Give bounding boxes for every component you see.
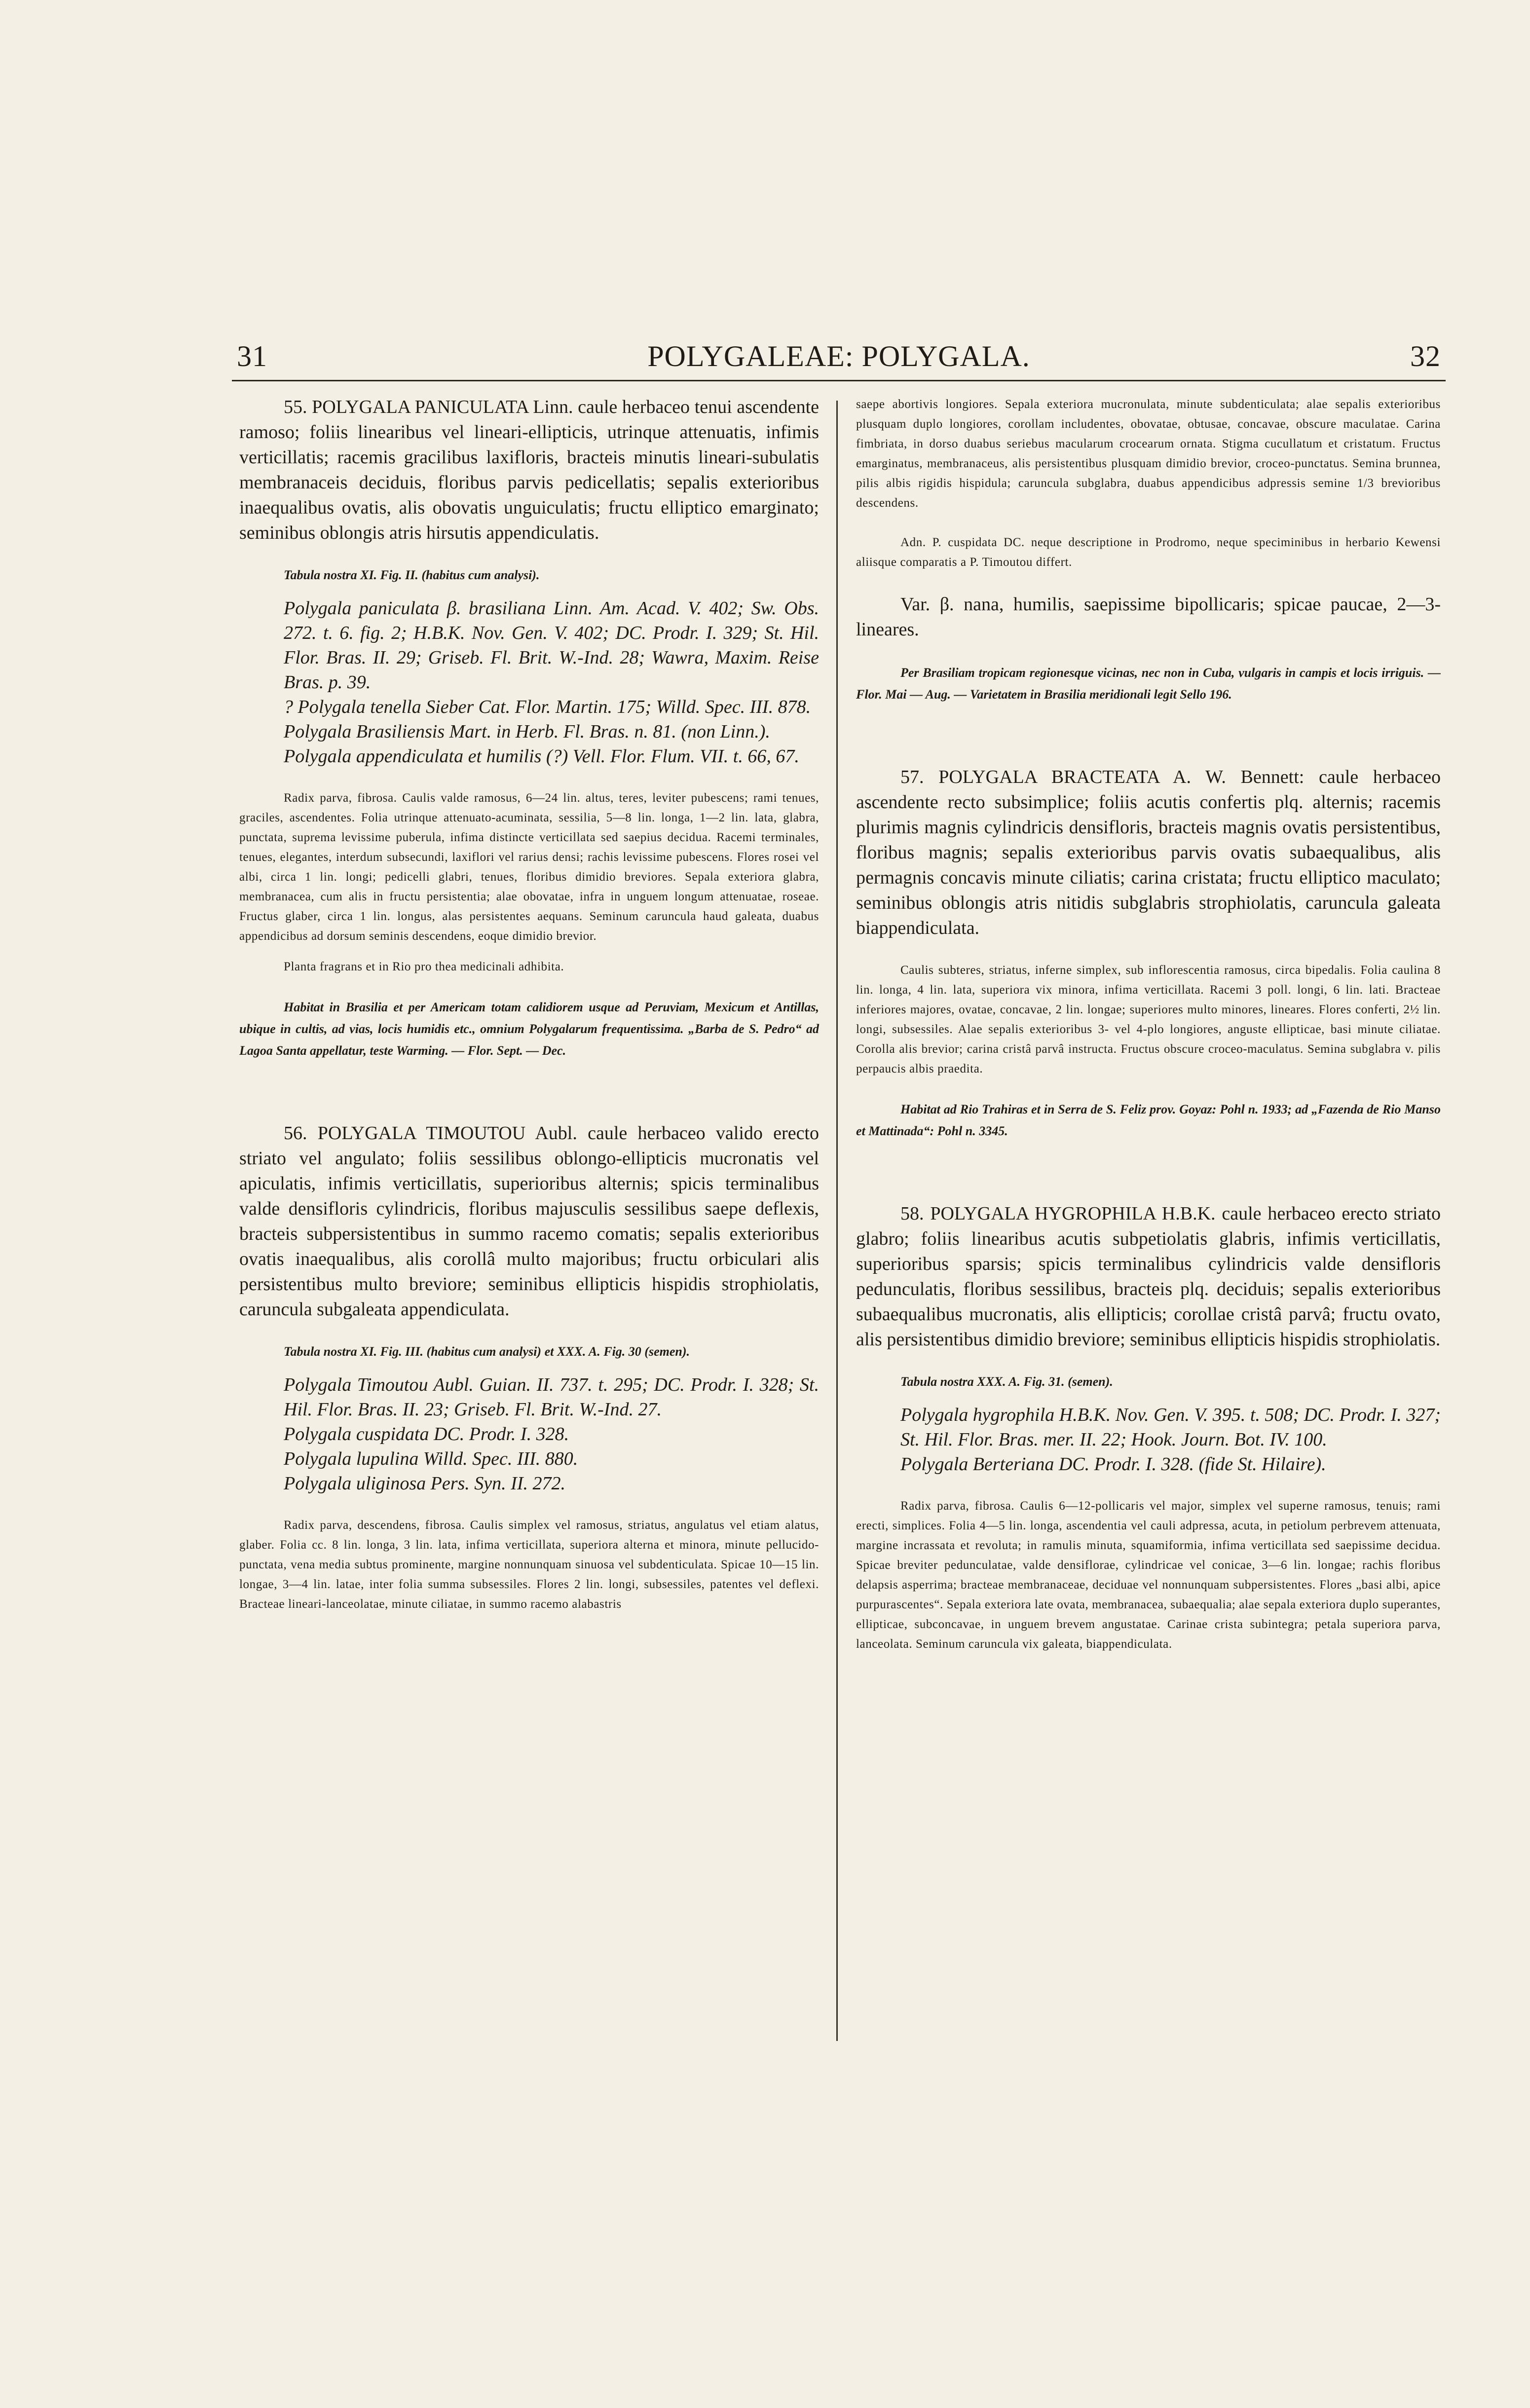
species-56-synonym-4: Polygala uliginosa Pers. Syn. II. 272.	[284, 1473, 565, 1494]
species-56-plate: Tabula nostra XI. Fig. III. (habitus cum analysi) et XXX. A. Fig. 30 (semen).	[284, 1344, 690, 1359]
species-56-variety: Var. β. nana, humilis, saepissime bipollicaris; spicae paucae, 2—3-lineares.	[856, 594, 1441, 640]
species-57-description: Caulis subteres, striatus, inferne simplex, sub inflorescentia ramosus, circa bipedalis. Folia caulina 8 lin. longa, 4 lin. lata, superiora vix minora, infima verticillata. Racemi 3 poll. longi, 6 lin. lati. Bracteae inferiores majores, ovatae, concavae, 2 lin. longae; superiores multo minores, lineares. Flores conferti, 2½ lin. longi, subsessiles. Alae sepalis exterioribus 3- vel 4-plo longiores, anguste ellipticae, basi minute ciliatae. Corolla alis brevior; carina cristâ parvâ instructa. Fructus obscure croceo-maculatus. Semina subglabra v. pilis perpaucis albis praedita.	[856, 963, 1441, 1075]
species-58-synonym-2: Polygala Berteriana DC. Prodr. I. 328. (fide St. Hilaire).	[900, 1454, 1326, 1475]
species-58-plate: Tabula nostra XXX. A. Fig. 31. (semen).	[900, 1374, 1113, 1389]
species-58-synonym-1: Polygala hygrophila H.B.K. Nov. Gen. V. 395. t. 508; DC. Prodr. I. 327; St. Hil. Flor. Bras. mer. II. 22; Hook. Journ. Bot. IV. 100.	[900, 1405, 1441, 1450]
page-number-right: 32	[1410, 340, 1441, 372]
header-rule	[232, 380, 1446, 381]
species-55-synonym-2: ? Polygala tenella Sieber Cat. Flor. Martin. 175; Willd. Spec. III. 878.	[284, 697, 811, 717]
species-55-diagnosis: 55. POLYGALA PANICULATA Linn. caule herbaceo tenui ascendente ramoso; foliis linearibus vel lineari-ellipticis, utrinque attenuatis, infimis verticillatis; racemis gracilibus laxifloris, bracteis minutis lineari-subulatis membranaceis deciduis, floribus parvis pedicellatis; sepalis exterioribus inaequalibus ovatis, alis obovatis unguiculatis; fructu elliptico emarginato; seminibus oblongis atris hirsutis appendiculatis.	[239, 397, 819, 543]
right-column	[856, 395, 1441, 1654]
species-57-habitat: Habitat ad Rio Trahiras et in Serra de S. Feliz prov. Goyaz: Pohl n. 1933; ad „Fazenda de Rio Manso et Mattinada“: Pohl n. 3345.	[856, 1102, 1441, 1138]
species-55-habitat: Habitat in Brasilia et per Americam totam calidiorem usque ad Peruviam, Mexicum et Antillas, ubique in cultis, ad vias, locis humidis etc., omnium Polygalarum frequentissima. „Barba de S. Pedro“ ad Lagoa Santa appellatur, teste Warming. — Flor. Sept. — Dec.	[239, 1000, 819, 1058]
species-56-synonym-2: Polygala cuspidata DC. Prodr. I. 328.	[284, 1424, 569, 1445]
species-56-adnotatio: Adn. P. cuspidata DC. neque descriptione in Prodromo, neque speciminibus in herbario Kewensi aliisque comparatis a P. Timoutou differt.	[856, 536, 1441, 569]
species-56-synonym-1: Polygala Timoutou Aubl. Guian. II. 737. t. 295; DC. Prodr. I. 328; St. Hil. Flor. Bras. II. 23; Griseb. Fl. Brit. W.-Ind. 27.	[284, 1374, 819, 1420]
page-number-left: 31	[237, 340, 267, 372]
species-55-note: Planta fragrans et in Rio pro thea medicinali adhibita.	[284, 960, 564, 973]
page-header	[232, 339, 1446, 379]
species-56-habitat: Per Brasiliam tropicam regionesque vicinas, nec non in Cuba, vulgaris in campis et locis irriguis. — Flor. Mai — Aug. — Varietatem in Brasilia meridionali legit Sello 196.	[856, 666, 1441, 702]
species-55-synonym-4: Polygala appendiculata et humilis (?) Vell. Flor. Flum. VII. t. 66, 67.	[284, 746, 799, 767]
species-56-synonym-3: Polygala lupulina Willd. Spec. III. 880.	[284, 1448, 578, 1469]
species-58-diagnosis: 58. POLYGALA HYGROPHILA H.B.K. caule herbaceo erecto striato glabro; foliis linearibus acutis subpetiolatis glabris, infimis verticillatis, superioribus sparsis; spicis terminalibus cylindricis valde densifloris pedunculatis, floribus sessilibus, bracteis plq. deciduis; sepalis exterioribus subaequalibus mucronatis, alis ellipticis; corollae cristâ parvâ; fructu ovato, alis persistentibus dimidio breviore; seminibus ellipticis hispidis strophiolatis.	[856, 1203, 1441, 1350]
column-divider	[836, 401, 838, 2041]
species-55-synonym-1: Polygala paniculata β. brasiliana Linn. Am. Acad. V. 402; Sw. Obs. 272. t. 6. fig. 2; H.B.K. Nov. Gen. V. 402; DC. Prodr. I. 329; St. Hil. Flor. Bras. II. 29; Griseb. Fl. Brit. W.-Ind. 28; Wawra, Maxim. Reise Bras. p. 39.	[284, 598, 819, 693]
left-column	[239, 395, 819, 1614]
species-55-plate: Tabula nostra XI. Fig. II. (habitus cum analysi).	[284, 568, 540, 582]
species-55-synonym-3: Polygala Brasiliensis Mart. in Herb. Fl. Bras. n. 81. (non Linn.).	[284, 721, 770, 742]
species-56-description: Radix parva, descendens, fibrosa. Caulis simplex vel ramosus, striatus, angulatus vel etiam alatus, glaber. Folia cc. 8 lin. longa, 3 lin. lata, infima verticillata, superiora alterna et minora, minute pellucido-punctata, vena media subtus prominente, margine nonnunquam sinuosa vel subdenticulata. Spicae 10—15 lin. longae, 3—4 lin. latae, inter folia summa subsessiles. Flores 2 lin. longi, subsessiles, patentes vel deflexi. Bracteae lineari-lanceolatae, minute ciliatae, in summo racemo alabastris	[239, 1519, 819, 1611]
species-56-diagnosis: 56. POLYGALA TIMOUTOU Aubl. caule herbaceo valido erecto striato vel angulato; foliis sessilibus oblongo-ellipticis mucronatis vel apiculatis, infimis verticillatis, superioribus alternis; spicis terminalibus valde densifloris cylindricis, floribus majusculis sessilibus saepe deflexis, bracteis subpersistentibus in summo racemo comatis; sepalis exterioribus ovatis inaequalibus, alis corollâ multo majoribus; fructu orbiculari alis persistentibus multo breviore; seminibus ellipticis hispidis strophiolatis, caruncula subgaleata appendiculata.	[239, 1123, 819, 1320]
species-57-diagnosis: 57. POLYGALA BRACTEATA A. W. Bennett: caule herbaceo ascendente recto subsimplice; foliis acutis confertis plq. alternis; racemis plurimis magnis cylindricis densifloris, bracteis magnis ovatis persistentibus, floribus magnis; sepalis exterioribus parvis ovatis subaequalibus, alis permagnis concavis minute ciliatis; carina cristata; fructu elliptico maculato; seminibus oblongis atris nitidis subglabris strophiolatis, caruncula galeata biappendiculata.	[856, 767, 1441, 938]
species-56-description-continued: saepe abortivis longiores. Sepala exteriora mucronulata, minute subdenticulata; alae sepalis exterioribus plusquam duplo longiores, corollam includentes, obovatae, obtusae, concavae, obscure maculatae. Carina fimbriata, in dorso duabus seriebus macularum crocearum ornata. Stigma cucullatum et cristatum. Fructus emarginatus, membranaceus, alis persistentibus plusquam dimidio brevior, croceo-punctatus. Semina brunnea, pilis albis rigidis hispidula; caruncula subglabra, duabus appendicibus adpressis semine 1/3 brevioribus descendens.	[856, 398, 1441, 510]
running-title: POLYGALEAE: POLYGALA.	[647, 340, 1030, 372]
species-58-description: Radix parva, fibrosa. Caulis 6—12-pollicaris vel major, simplex vel superne ramosus, tenuis; rami erecti, simplices. Folia 4—5 lin. longa, ascendentia vel cauli adpressa, acuta, in petiolum perbrevem attenuata, margine incrassata et revoluta; in ramulis minuta, squamiformia, infima verticillata sed saepissime decidua. Spicae breviter pedunculatae, valde densiflorae, cylindricae vel conicae, 3—6 lin. longae; rachis floribus delapsis asperrima; bracteae membranaceae, deciduae vel nonnunquam subpersistentes. Flores „basi albi, apice purpurascentes“. Sepala exteriora late ovata, membranacea, subaequalia; alae sepala exteriora duplo superantes, ellipticae, subconcavae, in unguem brevem angustatae. Carinae crista subintegra; petala superiora parva, lanceolata. Seminum caruncula vix galeata, biappendiculata.	[856, 1499, 1441, 1651]
species-55-description: Radix parva, fibrosa. Caulis valde ramosus, 6—24 lin. altus, teres, leviter pubescens; rami tenues, graciles, ascendentes. Folia utrinque attenuato-acuminata, sessilia, 5—8 lin. longa, 1—2 lin. lata, glabra, punctata, suprema levissime puberula, infima distincte verticillata sed saepius decidua. Racemi terminales, tenues, elegantes, interdum subsecundi, laxiflori vel rarius densi; rachis levissime pubescens. Flores rosei vel albi, circa 1 lin. longi; pedicelli glabri, tenues, floribus dimidio breviores. Sepala exteriora glabra, membranacea, cum alis in fructu persistentia; alae obovatae, infra in unguem longum attenuatae, roseae. Fructus glaber, circa 1 lin. longus, alas persistentes aequans. Seminum caruncula haud galeata, duabus appendicibus ad dorsum seminis descendens, eoque dimidio brevior.	[239, 791, 819, 943]
